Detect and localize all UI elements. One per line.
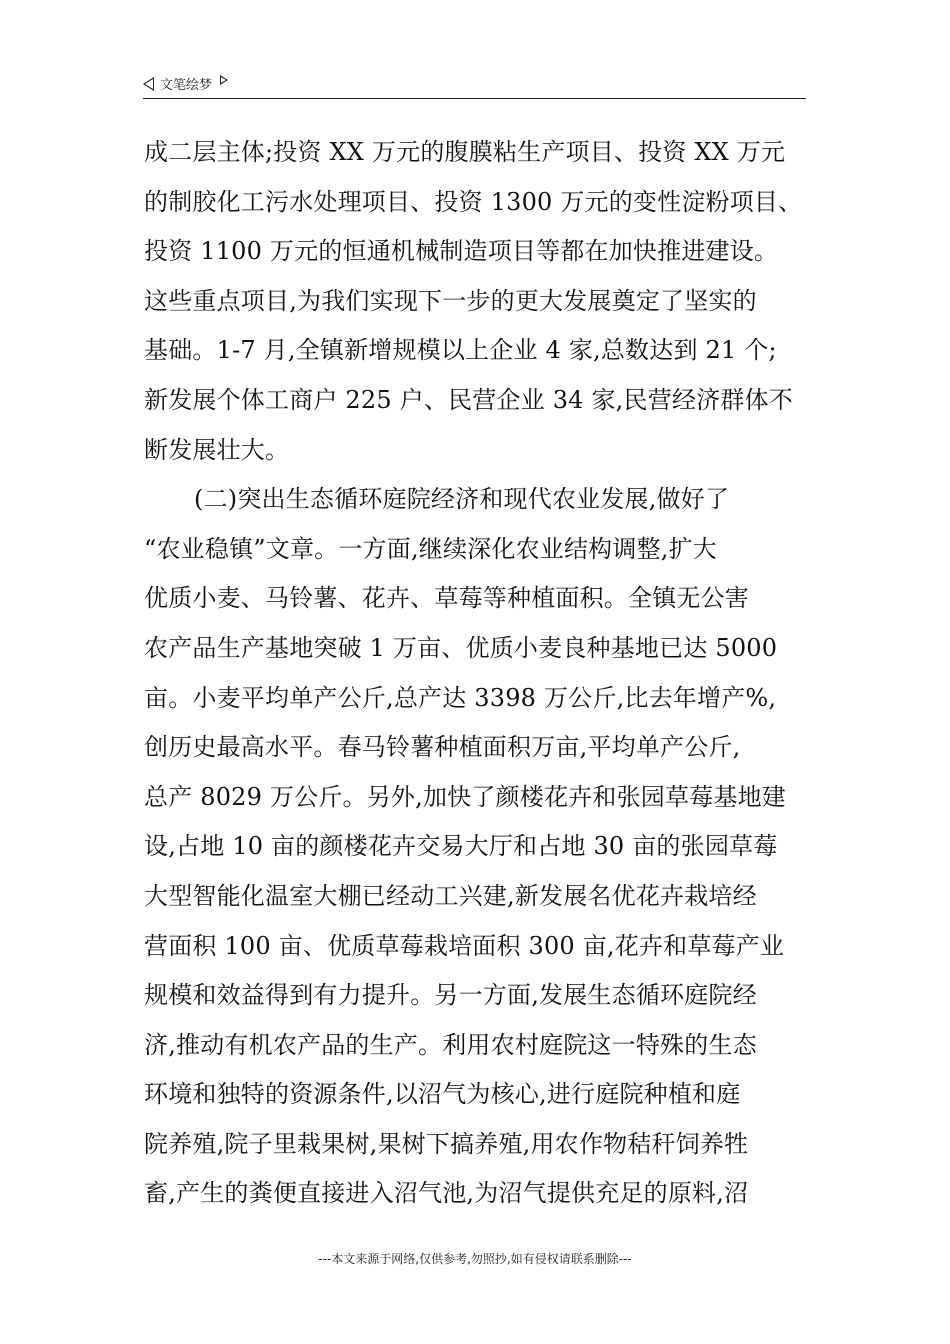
text-line: 农产品生产基地突破 1 万亩、优质小麦良种基地已达 5000 [144, 633, 778, 662]
text-line: 创历史最高水平。春马铃薯种植面积万亩,平均单产公斤, [144, 733, 741, 762]
text-line: “农业稳镇”文章。一方面,继续深化农业结构调整,扩大 [144, 534, 717, 563]
text-line: 成二层主体;投资 XX 万元的腹膜粘生产项目、投资 XX 万元 [144, 138, 786, 166]
paragraph-start-line: (二)突出生态循环庭院经济和现代农业发展,做好了 [194, 485, 730, 514]
text-line: 的制胶化工污水处理项目、投资 1300 万元的变性淀粉项目、 [144, 187, 803, 216]
document-body [144, 128, 808, 1219]
page-footer: ---本文来源于网络,仅供参考,勿照抄,如有侵权请联系删除--- [318, 1252, 632, 1266]
text-line: 济,推动有机农产品的生产。利用农村庭院这一特殊的生态 [144, 1030, 757, 1059]
text-line: 设,占地 10 亩的颜楼花卉交易大厅和占地 30 亩的张园草莓 [144, 832, 778, 861]
text-line: 优质小麦、马铃薯、花卉、草莓等种植面积。全镇无公害 [144, 584, 749, 613]
header-title: 文笔绘梦 [160, 78, 213, 93]
page-header [143, 72, 806, 99]
text-line: 院养殖,院子里栽果树,果树下搞养殖,用农作物秸秆饲养牲 [144, 1129, 749, 1158]
text-line: 大型智能化温室大棚已经动工兴建,新发展名优花卉栽培经 [144, 881, 757, 910]
triangle-left-icon [143, 77, 154, 91]
text-line: 总产 8029 万公斤。另外,加快了颜楼花卉和张园草莓基地建 [144, 782, 786, 811]
text-line: 这些重点项目,为我们实现下一步的更大发展奠定了坚实的 [144, 286, 757, 315]
header-brand [143, 74, 228, 93]
text-line: 亩。小麦平均单产公斤,总产达 3398 万公斤,比去年增产%, [144, 683, 777, 712]
triangle-right-icon [220, 75, 228, 85]
text-line: 投资 1100 万元的恒通机械制造项目等都在加快推进建设。 [144, 237, 779, 266]
text-line: 新发展个体工商户 225 户、民营企业 34 家,民营经济群体不 [144, 385, 793, 414]
text-line: 环境和独特的资源条件,以沼气为核心,进行庭院种植和庭 [144, 1080, 741, 1109]
text-line: 营面积 100 亩、优质草莓栽培面积 300 亩,花卉和草莓产业 [144, 931, 785, 960]
text-line: 基础。1-7 月,全镇新增规模以上企业 4 家,总数达到 21 个; [144, 336, 777, 365]
text-line: 断发展壮大。 [144, 435, 290, 464]
text-line: 畜,产生的粪便直接进入沼气池,为沼气提供充足的原料,沼 [144, 1179, 749, 1208]
text-line: 规模和效益得到有力提升。另一方面,发展生态循环庭院经 [144, 981, 757, 1010]
